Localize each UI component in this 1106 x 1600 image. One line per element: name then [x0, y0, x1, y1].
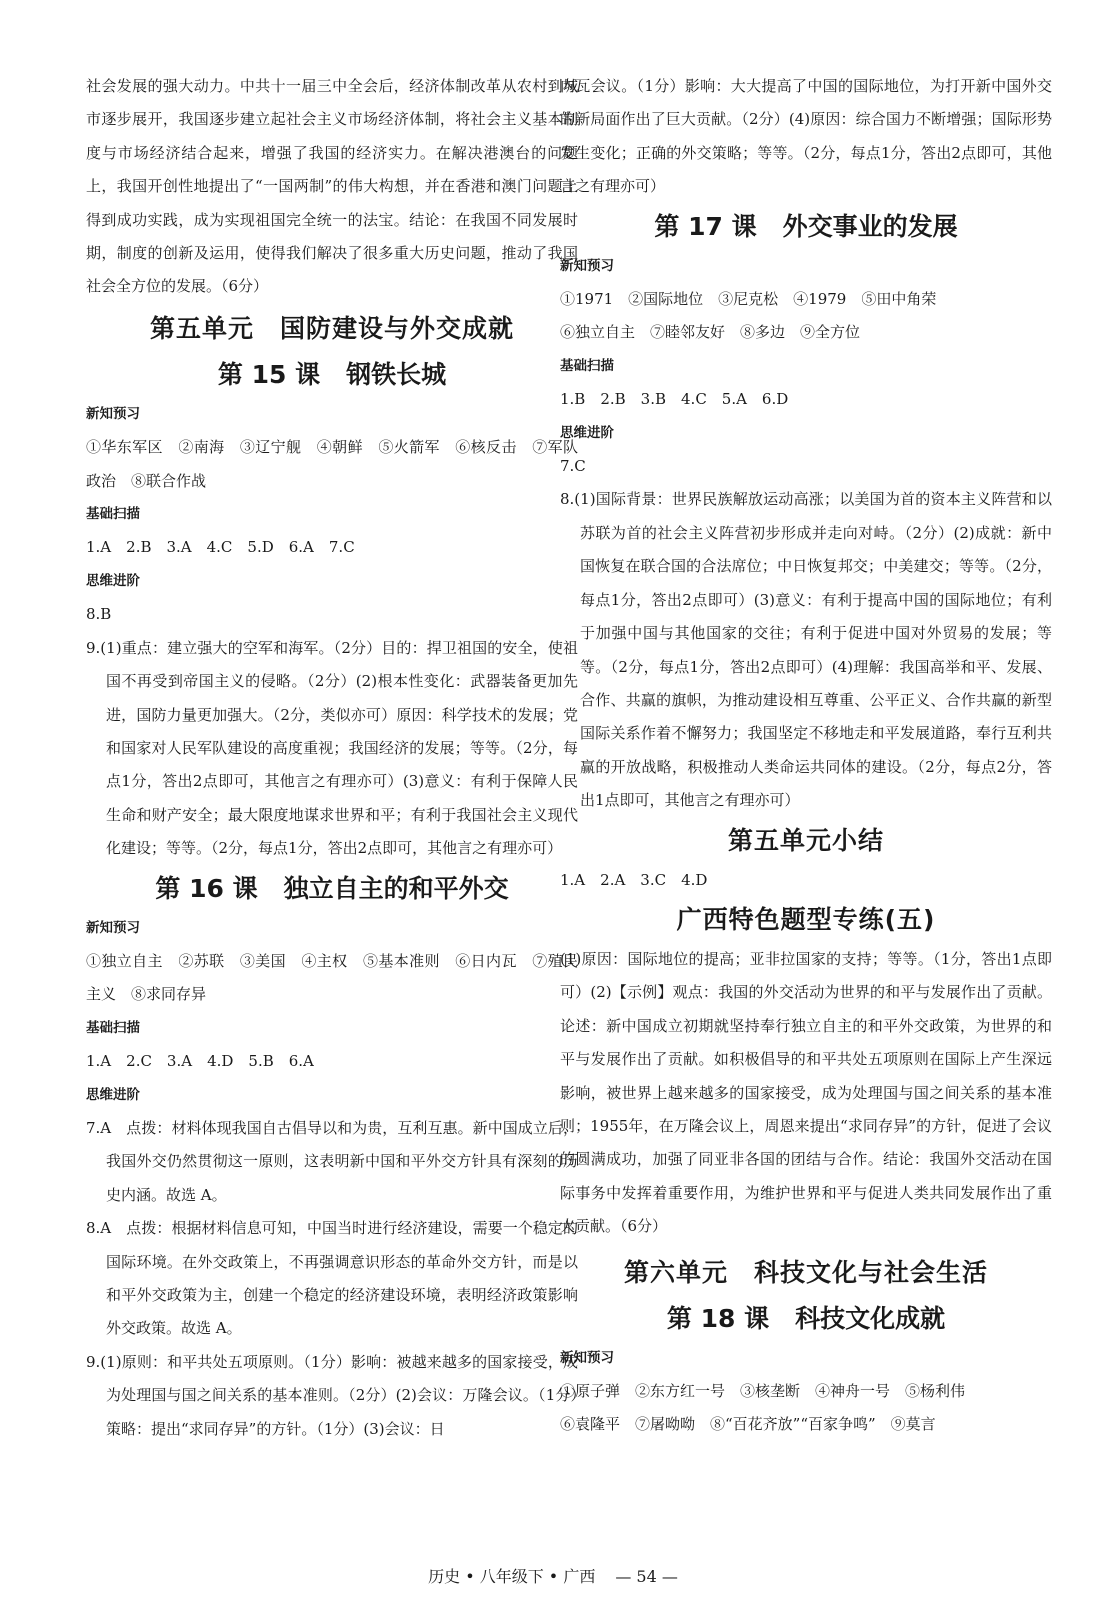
left-column [86, 70, 578, 1446]
page-number: — 54 — [615, 1567, 678, 1586]
lesson15-number: 第 15 课 [217, 359, 321, 389]
lesson16-name: 独立自主的和平外交 [283, 873, 509, 903]
lesson17-title [560, 204, 1052, 250]
lesson16-basic-answers: 1.A 2.C 3.A 4.D 5.B 6.A [86, 1052, 314, 1071]
lesson17-q7: 7.C [560, 457, 586, 476]
lesson17-heading-advanced: 思维进阶 [560, 424, 614, 441]
lesson16-q9: 9.(1)原则：和平共处五项原则。（1分）影响：被越来越多的国家接受，成为处理国与国之间关系的基本准则。（2分）(2)会议：万隆会议。（1分）策略：提出“求同存异”的方针。（1分）(3)会议：日 [86, 1352, 578, 1438]
left-intro-paragraph: 社会发展的强大动力。中共十一届三中全会后，经济体制改革从农村到城市逐步展开，我国逐步建立起社会主义市场经济体制，将社会主义基本制度与市场经济结合起来，增强了我国的经济实力。在解决港澳台的问题上，我国开创性地提出了“一国两制”的伟大构想，并在香港和澳门问题上得到成功实践，成为实现祖国完全统一的法宝。结论：在我国不同发展时期，制度的创新及运用，使得我们解决了很多重大历史问题，推动了我国社会全方位的发展。（6分） [86, 77, 578, 296]
guangxi-special-answer: (1)原因：国际地位的提高；亚非拉国家的支持；等等。（1分，答出1点即可）(2)【示例】观点：我国的外交活动为世界的和平与发展作出了贡献。论述：新中国成立初期就坚持奉行独立自主的和平外交政策，为世界的和平与发展作出了贡献。如积极倡导的和平共处五项原则在国际上产生深远影响，被世界上越来越多的国家接受，成为处理国与国之间关系的基本准则；1955年，在万隆会议上，周恩来提出“求同存异”的方针，促进了会议的圆满成功，加强了同亚非各国的团结与合作。结论：我国外交活动在国际事务中发挥着重要作用，为维护世界和平与促进人类共同发展作出了重大贡献。（6分） [560, 949, 1052, 1236]
lesson18-preview-answers-1: ①原子弹 ②东方红一号 ③核垄断 ④神舟一号 ⑤杨利伟 [560, 1382, 966, 1400]
lesson15-q9: 9.(1)重点：建立强大的空军和海军。（2分）目的：捍卫祖国的安全，使祖国不再受到帝国主义的侵略。（2分）(2)根本性变化：武器装备更加先进，国防力量更加强大。（2分，类似亦可）原因：科学技术的发展；党和国家对人民军队建设的高度重视；我国经济的发展；等等。（2分，每点1分，答出2点即可，其他言之有理亦可）(3)意义：有利于保障人民生命和财产安全；最大限度地谋求世界和平；有利于我国社会主义现代化建设；等等。（2分，每点1分，答出2点即可，其他言之有理亦可） [86, 638, 578, 858]
lesson18-title [560, 1296, 1052, 1342]
footer-label: 历史 • 八年级下 • 广西 [428, 1567, 596, 1586]
unit5-summary-answers: 1.A 2.A 3.C 4.D [560, 870, 708, 889]
lesson18-preview-answers-2: ⑥袁隆平 ⑦屠呦呦 ⑧“百花齐放”“百家争鸣” ⑨莫言 [560, 1415, 936, 1434]
unit5-title: 第五单元 国防建设与外交成就 [149, 313, 514, 343]
lesson15-heading-advanced: 思维进阶 [86, 572, 140, 589]
lesson15-preview-answers: ①华东军区 ②南海 ③辽宁舰 ④朝鲜 ⑤火箭军 ⑥核反击 ⑦军队政治 ⑧联合作战 [86, 438, 578, 490]
lesson17-preview-answers-2: ⑥独立自主 ⑦睦邻友好 ⑧多边 ⑨全方位 [560, 323, 861, 342]
right-column [560, 70, 1052, 1442]
lesson16-q7: 7.A 点拨：材料体现我国自古倡导以和为贵，互利互惠。新中国成立后，我国外交仍然贯彻这一原则，这表明新中国和平外交方针具有深刻的历史内涵。故选 A。 [86, 1118, 578, 1204]
right-continuation-paragraph: 内瓦会议。（1分）影响：大大提高了中国的国际地位，为打开新中国外交的新局面作出了巨大贡献。（2分）(4)原因：综合国力不断增强；国际形势发生变化；正确的外交策略；等等。（2分，每点1分，答出2点即可，其他言之有理亦可） [560, 77, 1052, 196]
unit5-summary-title: 第五单元小结 [727, 825, 884, 855]
lesson17-preview-answers-1: ①1971 ②国际地位 ③尼克松 ④1979 ⑤田中角荣 [560, 290, 937, 309]
lesson16-preview-answers: ①独立自主 ②苏联 ③美国 ④主权 ⑤基本准则 ⑥日内瓦 ⑦殖民主义 ⑧求同存异 [86, 951, 578, 1004]
lesson15-q8: 8.B [86, 605, 112, 624]
lesson15-heading-preview: 新知预习 [86, 405, 140, 422]
lesson17-q8: 8.(1)国际背景：世界民族解放运动高涨；以美国为首的资本主义阵营和以苏联为首的社会主义阵营初步形成并走向对峙。（2分）(2)成就：新中国恢复在联合国的合法席位；中日恢复邦交；中美建交；等等。（2分，每点1分，答出2点即可）(3)意义：有利于提高中国的国际地位；有利于加强中国与其他国家的交往；有利于促进中国对外贸易的发展；等等。（2分，每点1分，答出2点即可）(4)理解：我国高举和平、发展、合作、共赢的旗帜，为推动建设相互尊重、公平正义、合作共赢的新型国际关系作着不懈努力；我国坚定不移地走和平发展道路，奉行互利共赢的开放战略，积极推动人类命运共同体的建设。（2分，每点2分，答出1点即可，其他言之有理亦可） [560, 490, 1052, 810]
lesson17-heading-preview: 新知预习 [560, 257, 614, 274]
unit6-title: 第六单元 科技文化与社会生活 [623, 1257, 988, 1287]
lesson17-heading-basic: 基础扫描 [560, 357, 614, 374]
page-footer [0, 1564, 1106, 1587]
lesson16-title [86, 866, 578, 912]
guangxi-special-title: 广西特色题型专练(五) [676, 904, 936, 934]
lesson17-number: 第 17 课 [654, 211, 757, 241]
lesson17-name: 外交事业的发展 [782, 211, 958, 241]
lesson17-basic-answers: 1.B 2.B 3.B 4.C 5.A 6.D [560, 390, 789, 409]
lesson16-number: 第 16 课 [155, 873, 258, 903]
lesson15-basic-answers: 1.A 2.B 3.A 4.C 5.D 6.A 7.C [86, 538, 355, 557]
lesson18-heading-preview: 新知预习 [560, 1349, 614, 1366]
lesson15-heading-basic: 基础扫描 [86, 506, 140, 523]
lesson16-heading-basic: 基础扫描 [86, 1019, 140, 1036]
lesson18-number: 第 18 课 [666, 1303, 770, 1333]
lesson18-name: 科技文化成就 [795, 1303, 946, 1333]
lesson15-title [86, 352, 578, 398]
lesson15-name: 钢铁长城 [346, 359, 447, 389]
lesson16-heading-preview: 新知预习 [86, 919, 140, 936]
lesson16-heading-advanced: 思维进阶 [86, 1086, 140, 1103]
lesson16-q8: 8.A 点拨：根据材料信息可知，中国当时进行经济建设，需要一个稳定的国际环境。在外交政策上，不再强调意识形态的革命外交方针，而是以和平外交政策为主，创建一个稳定的经济建设环境，表明经济政策影响外交政策。故选 A。 [86, 1219, 578, 1338]
